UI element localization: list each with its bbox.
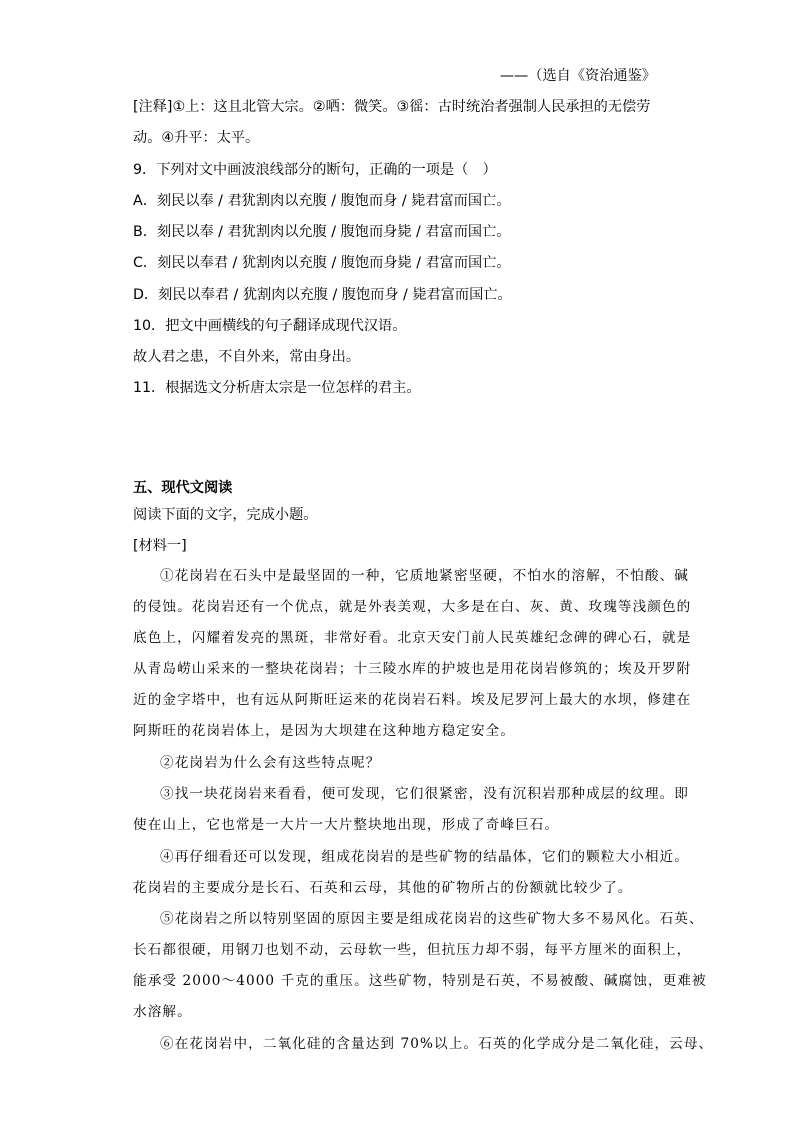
paragraph-line: ②花岗岩为什么会有这些特点呢？: [160, 755, 381, 771]
paragraph-line: 能承受 2000～4000 千克的重压。这些矿物，特别是石英，不易被酸、碱腐蚀，更难被: [133, 973, 707, 989]
paragraph-line: ①花岗岩在石头中是最坚固的一种，它质地紧密坚硬，不怕水的溶解，不怕酸、碱: [160, 568, 689, 584]
paragraph-line: 使在山上，它也常是一大片一大片整块地出现，形成了奇峰巨石。: [133, 817, 560, 833]
question-10-stem: 10．把文中画横线的句子翻译成现代汉语。: [133, 318, 407, 334]
paragraph-line: 花岗岩的主要成分是长石、石英和云母，其他的矿物所占的份额就比较少了。: [133, 880, 633, 896]
source-note: ——（选自《资治通鉴》: [499, 68, 656, 84]
question-11-stem: 11．根据选文分析唐太宗是一位怎样的君主。: [133, 380, 421, 396]
question-9-option-a: A．刻民以奉 / 君犹割肉以充腹 / 腹饱而身 / 毙君富而国亡。: [133, 193, 511, 209]
paragraph-line: ⑤花岗岩之所以特别坚固的原因主要是组成花岗岩的这些矿物大多不易风化。石英、: [160, 911, 704, 927]
paragraph-line: 阿斯旺的花岗岩体上，是因为大坝建在这种地方稳定安全。: [133, 723, 516, 739]
paragraph-line: 水溶解。: [133, 1004, 192, 1020]
reading-instruction: 阅读下面的文字，完成小题。: [133, 507, 318, 523]
question-9-option-b: B．刻民以奉 / 君犹割肉以允腹 / 腹饱而身毙 / 君富而国亡。: [133, 224, 511, 240]
paragraph-line: ⑥在花岗岩中，二氧化硅的含量达到 70%以上。石英的化学成分是二氧化硅，云母、: [160, 1036, 714, 1052]
question-10-sentence: 故人君之患，不自外来，常由身出。: [133, 349, 361, 365]
material-label: [材料一]: [133, 538, 187, 554]
paragraph-line: 近的金字塔中，也有远从阿斯旺运来的花岗岩石料。埃及尼罗河上最大的水坝，修建在: [133, 692, 692, 708]
paragraph-line: 长石都很硬，用钢刀也划不动，云母软一些，但抗压力却不弱，每平方厘米的面积上，: [133, 942, 692, 958]
question-9-stem: 9．下列对文中画波浪线部分的断句，正确的一项是（ ）: [133, 162, 497, 178]
annotation-line-1: [注释]①上：这且北管大宗。②哂：微笑。③徭：古时统治者强制人民承担的无偿劳: [133, 99, 651, 115]
paragraph-line: 底色上，闪耀着发亮的黑斑，非常好看。北京天安门前人民英雄纪念碑的碑心石，就是: [133, 630, 692, 646]
paragraph-line: ④再仔细看还可以发现，组成花岗岩的是些矿物的结晶体，它们的颗粒大小相近。: [160, 849, 689, 865]
paragraph-line: 从青岛崂山采来的一整块花岗岩；十三陵水库的护坡也是用花岗岩修筑的；埃及开罗附: [133, 661, 692, 677]
paragraph-line: ③找一块花岗岩来看看，便可发现，它们很紧密，没有沉积岩那种成层的纹理。即: [160, 786, 689, 802]
annotation-line-2: 动。④升平：太平。: [133, 130, 260, 146]
paragraph-line: 的侵蚀。花岗岩还有一个优点，就是外表美观，大多是在白、灰、黄、玫瑰等浅颜色的: [133, 599, 692, 615]
section-title: 五、现代文阅读: [133, 480, 233, 496]
question-9-option-c: C．刻民以奉君 / 犹割肉以充腹 / 腹饱而身毙 / 君富而国亡。: [133, 255, 511, 271]
question-9-option-d: D．刻民以奉君 / 犹割肉以充腹 / 腹饱而身 / 毙君富而国亡。: [133, 287, 512, 303]
